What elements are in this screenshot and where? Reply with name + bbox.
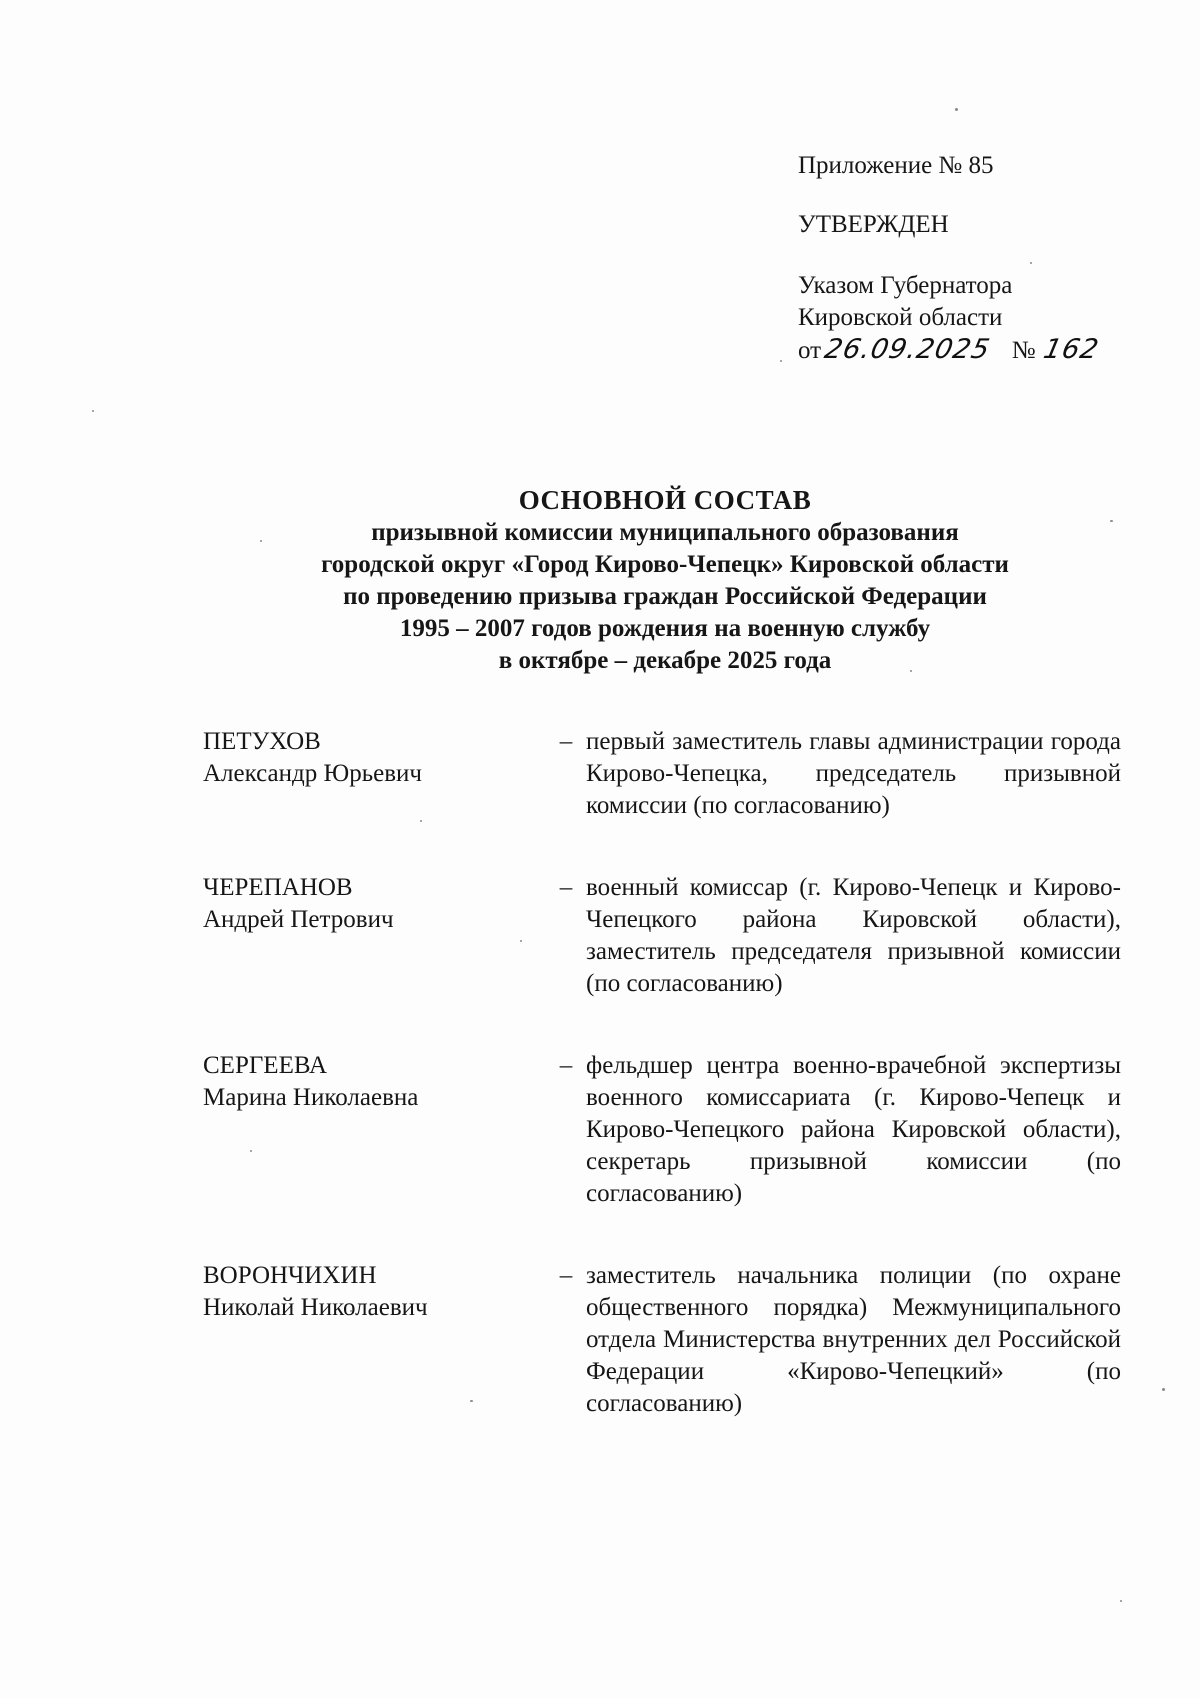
member-entry bbox=[203, 1260, 1123, 1420]
member-surname: СЕРГЕЕВА bbox=[203, 1052, 327, 1079]
decree-line: Указом Губернатора bbox=[798, 272, 1013, 299]
commission-members-list bbox=[203, 726, 1123, 1420]
title-line: призывной комиссии муниципального образования bbox=[371, 519, 959, 546]
approved-stamp-text: УТВЕРЖДЕН bbox=[798, 211, 949, 238]
member-dash: – bbox=[559, 728, 573, 755]
handwritten-number: 162 bbox=[1040, 334, 1102, 365]
member-role: фельдшер центра военно-врачебной экспертизы военного комиссариата (г. Кирово-Чепецк и Кирово-Чепецкого района Кировской области), секретарь призывной комиссии (по согласованию) bbox=[586, 1052, 1121, 1207]
member-dash: – bbox=[559, 1262, 573, 1289]
member-given-names: Марина Николаевна bbox=[203, 1084, 419, 1111]
scan-speck bbox=[92, 410, 94, 412]
member-entry bbox=[203, 872, 1123, 1000]
decree-date-line bbox=[798, 334, 1138, 367]
decree-line: Кировской области bbox=[798, 304, 1003, 331]
member-given-names: Александр Юрьевич bbox=[203, 760, 422, 787]
member-surname: ПЕТУХОВ bbox=[203, 728, 321, 755]
member-given-names: Николай Николаевич bbox=[203, 1294, 428, 1321]
member-role: первый заместитель главы администрации города Кирово-Чепецка, председатель призывной комиссии (по согласованию) bbox=[586, 728, 1121, 819]
member-name bbox=[203, 1050, 548, 1210]
document-title bbox=[200, 484, 1130, 677]
member-name bbox=[203, 872, 548, 1000]
title-line: в октябре – декабре 2025 года bbox=[498, 647, 832, 674]
member-surname: ЧЕРЕПАНОВ bbox=[203, 874, 353, 901]
scan-speck bbox=[955, 108, 958, 111]
member-dash: – bbox=[559, 1052, 573, 1079]
scan-speck bbox=[780, 360, 782, 362]
title-heading: ОСНОВНОЙ СОСТАВ bbox=[518, 485, 812, 515]
member-surname: ВОРОНЧИХИН bbox=[203, 1262, 377, 1289]
member-role: военный комиссар (г. Кирово-Чепецк и Кирово-Чепецкого района Кировской области), заместитель председателя призывной комиссии (по согласованию) bbox=[586, 874, 1121, 997]
member-role: заместитель начальника полиции (по охране общественного порядка) Межмуниципального отдела Министерства внутренних дел Российской Федерации «Кирово-Чепецкий» (по согласованию) bbox=[586, 1262, 1121, 1417]
number-prefix: № bbox=[1011, 337, 1036, 364]
member-entry bbox=[203, 1050, 1123, 1210]
member-name bbox=[203, 726, 548, 822]
scan-speck bbox=[1162, 1388, 1165, 1391]
member-dash: – bbox=[559, 874, 573, 901]
title-line: городской округ «Город Кирово-Чепецк» Кировской области bbox=[321, 551, 1009, 578]
date-prefix: от bbox=[798, 337, 822, 364]
title-line: 1995 – 2007 годов рождения на военную службу bbox=[399, 615, 931, 642]
scan-speck bbox=[1120, 1600, 1122, 1602]
approval-block bbox=[798, 150, 1138, 367]
handwritten-date: 26.09.2025 bbox=[821, 334, 994, 365]
member-entry bbox=[203, 726, 1123, 822]
member-name bbox=[203, 1260, 548, 1420]
member-given-names: Андрей Петрович bbox=[203, 906, 394, 933]
title-line: по проведению призыва граждан Российской Федерации bbox=[343, 583, 987, 610]
appendix-number: Приложение № 85 bbox=[798, 152, 994, 179]
